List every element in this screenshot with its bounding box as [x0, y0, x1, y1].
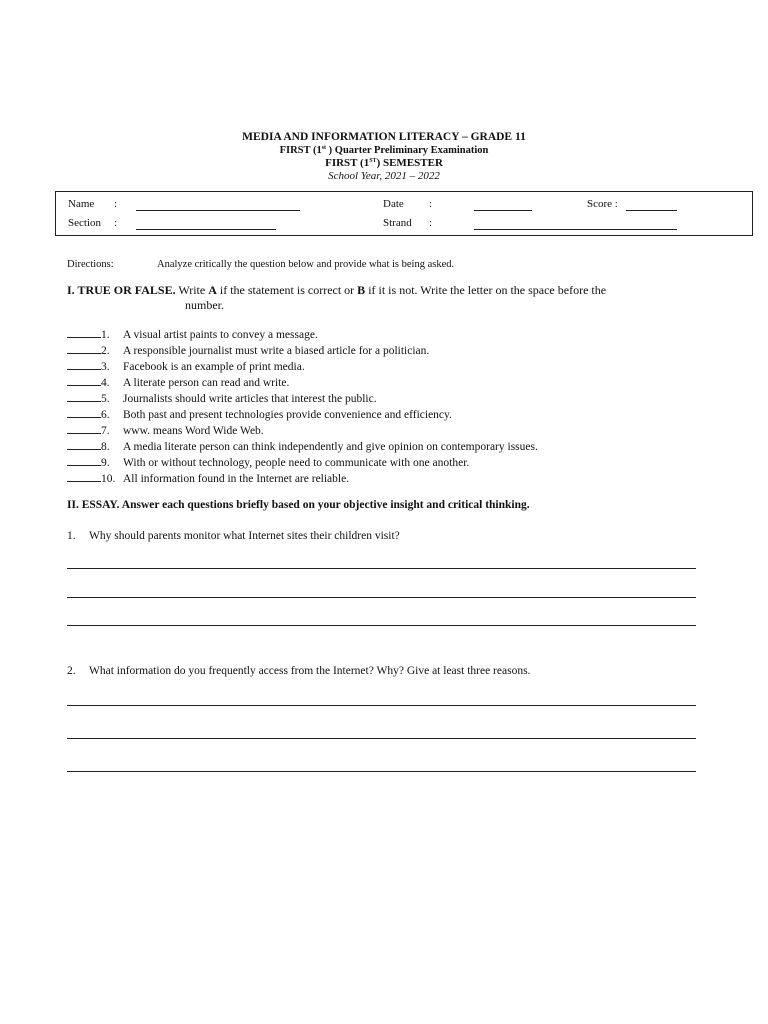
answer-line[interactable] [67, 738, 696, 739]
answer-blank[interactable] [67, 471, 101, 482]
student-info-box [55, 191, 753, 236]
score-label: Score : [587, 198, 618, 210]
answer-blank[interactable] [67, 375, 101, 386]
strand-label: Strand [383, 217, 412, 229]
answer-blank[interactable] [67, 391, 101, 402]
answer-blank[interactable] [67, 455, 101, 466]
list-item: 3. Facebook is an example of print media. [67, 359, 538, 375]
exam-semester: FIRST (1ST) SEMESTER [325, 157, 443, 169]
date-field[interactable] [474, 210, 532, 211]
list-item: 4. A literate person can read and write. [67, 375, 538, 391]
section-label: Section [68, 217, 101, 229]
list-item: 7. www. means Word Wide Web. [67, 423, 538, 439]
list-item: 6. Both past and present technologies provide convenience and efficiency. [67, 407, 538, 423]
directions-text: Analyze critically the question below and provide what is being asked. [157, 259, 455, 270]
list-item: 2. A responsible journalist must write a biased article for a politician. [67, 343, 538, 359]
name-label: Name [68, 198, 95, 210]
exam-title: MEDIA AND INFORMATION LITERACY – GRADE 11 [242, 131, 526, 143]
answer-blank[interactable] [67, 407, 101, 418]
answer-line[interactable] [67, 568, 696, 569]
section1-heading: I. TRUE OR FALSE. [67, 283, 176, 297]
exam-quarter: FIRST (1st ) Quarter Preliminary Examination [279, 145, 489, 156]
list-item: 5. Journalists should write articles that interest the public. [67, 391, 538, 407]
strand-field[interactable] [474, 229, 677, 230]
answer-blank[interactable] [67, 423, 101, 434]
essay-question-1: 1. Why should parents monitor what Internet sites their children visit? [67, 530, 400, 542]
list-item: 9. With or without technology, people need to communicate with one another. [67, 455, 538, 471]
essay-question-2: 2. What information do you frequently access from the Internet? Why? Give at least three reasons. [67, 665, 531, 677]
name-field[interactable] [136, 210, 300, 211]
name-colon: : [114, 198, 118, 210]
section2-heading: II. ESSAY. Answer each questions briefly based on your objective insight and critical thinking. [67, 499, 530, 511]
directions-label: Directions: [67, 259, 114, 270]
list-item: 8. A media literate person can think independently and give opinion on contemporary issues. [67, 439, 538, 455]
exam-header [0, 131, 768, 183]
date-label: Date [383, 198, 404, 210]
section-true-false-instructions: I. TRUE OR FALSE. Write A if the statement is correct or B if it is not. Write the letter on the space before the number. [67, 283, 607, 312]
school-year: School Year, 2021 – 2022 [328, 170, 440, 182]
answer-line[interactable] [67, 625, 696, 626]
answer-line[interactable] [67, 705, 696, 706]
answer-blank[interactable] [67, 439, 101, 450]
answer-blank[interactable] [67, 327, 101, 338]
score-field[interactable] [626, 210, 677, 211]
list-item: 1. A visual artist paints to convey a message. [67, 327, 538, 343]
date-colon: : [429, 198, 433, 210]
directions [67, 259, 454, 270]
section-colon: : [114, 217, 118, 229]
section-field[interactable] [136, 229, 276, 230]
true-false-items [67, 327, 538, 487]
strand-colon: : [429, 217, 433, 229]
answer-line[interactable] [67, 771, 696, 772]
answer-blank[interactable] [67, 359, 101, 370]
answer-blank[interactable] [67, 343, 101, 354]
answer-line[interactable] [67, 597, 696, 598]
list-item: 10. All information found in the Internet are reliable. [67, 471, 538, 487]
